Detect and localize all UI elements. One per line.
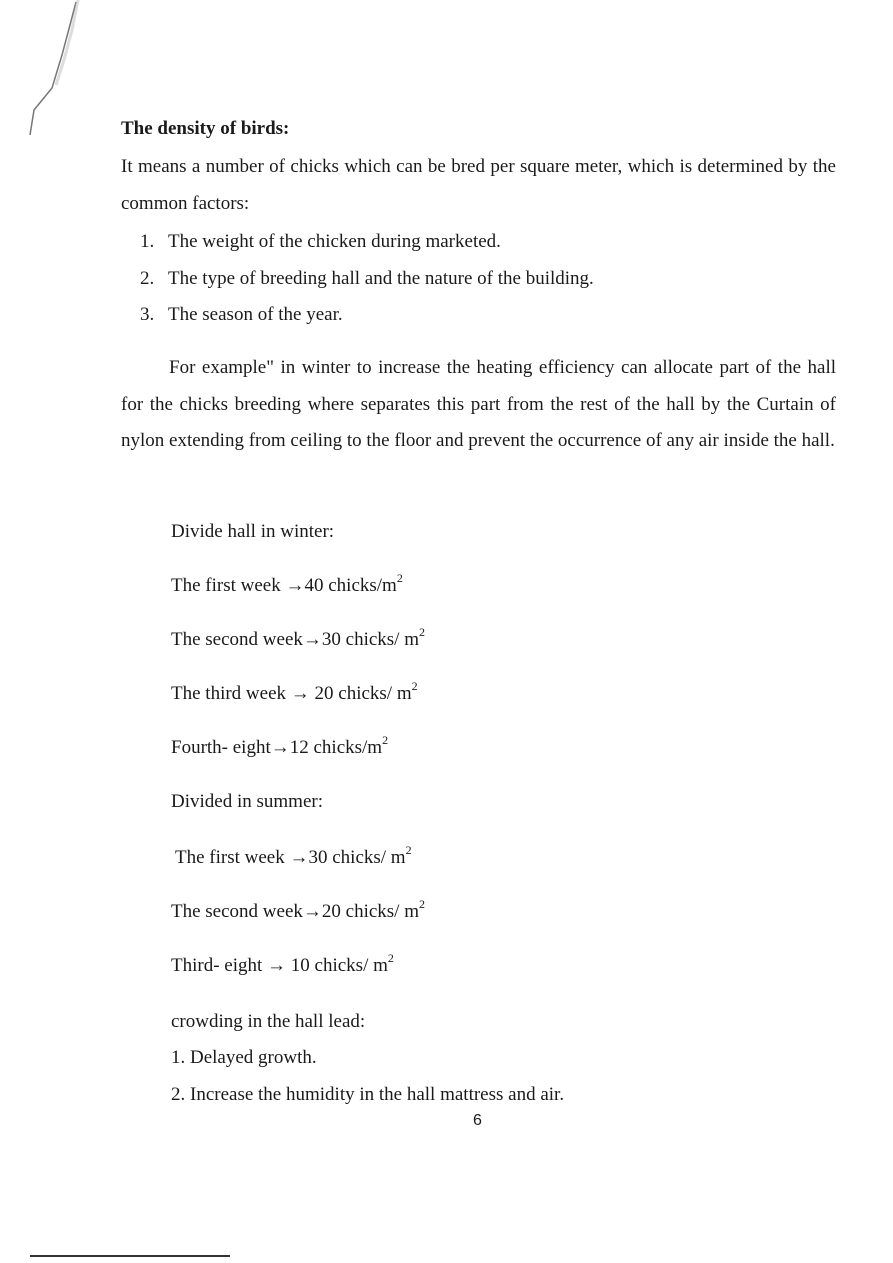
section-heading: The density of birds: [121, 118, 290, 139]
list-text: The season of the year. [168, 304, 343, 325]
example-paragraph: For example" in winter to increase the heating efficiency can allocate part of the hall for the chicks breeding where separates this part from the rest of the hall by the Curtain of nylon extending from ceiling to the floor and prevent the occurrence of any air inside the hall. [121, 357, 836, 451]
list-text: The type of breeding hall and the nature of the building. [168, 267, 594, 289]
intro-paragraph: It means a number of chicks which can be bred per square meter, which is determined by the common factors: [121, 156, 836, 214]
summer-row: Third- eight → 10 chicks/ $m^2$ [171, 951, 394, 976]
list-item [140, 297, 594, 334]
winter-row: The third week → 20 chicks/ $m^2$ [171, 679, 418, 704]
crowding-item: 1. Delayed growth. [171, 1047, 317, 1068]
list-number: 3. [140, 304, 155, 325]
list-number: 1. [140, 231, 155, 252]
page-number: 6 [473, 1112, 482, 1129]
list-item [140, 224, 594, 261]
crowding-item: 2. Increase the humidity in the hall mattress and air. [171, 1084, 565, 1105]
winter-row: The first week →40 chicks/$m^2$ [171, 571, 403, 596]
scan-edge-mark [26, 0, 86, 140]
summer-title: Divided in summer: [171, 791, 323, 812]
winter-title: Divide hall in winter: [171, 521, 335, 542]
list-item [140, 261, 594, 298]
list-text: The weight of the chicken during marketed. [168, 231, 501, 252]
scan-bottom-edge [30, 1255, 230, 1257]
factors-list [140, 224, 594, 334]
crowding-title: crowding in the hall lead: [171, 1011, 366, 1032]
summer-row: The first week →30 chicks/ $m^2$ [175, 843, 412, 868]
list-number: 2. [140, 267, 155, 289]
summer-row: The second week→20 chicks/ $m^2$ [171, 897, 425, 922]
winter-row: The second week→30 chicks/ $m^2$ [171, 625, 425, 650]
winter-row: Fourth- eight→12 chicks/$m^2$ [171, 733, 389, 758]
